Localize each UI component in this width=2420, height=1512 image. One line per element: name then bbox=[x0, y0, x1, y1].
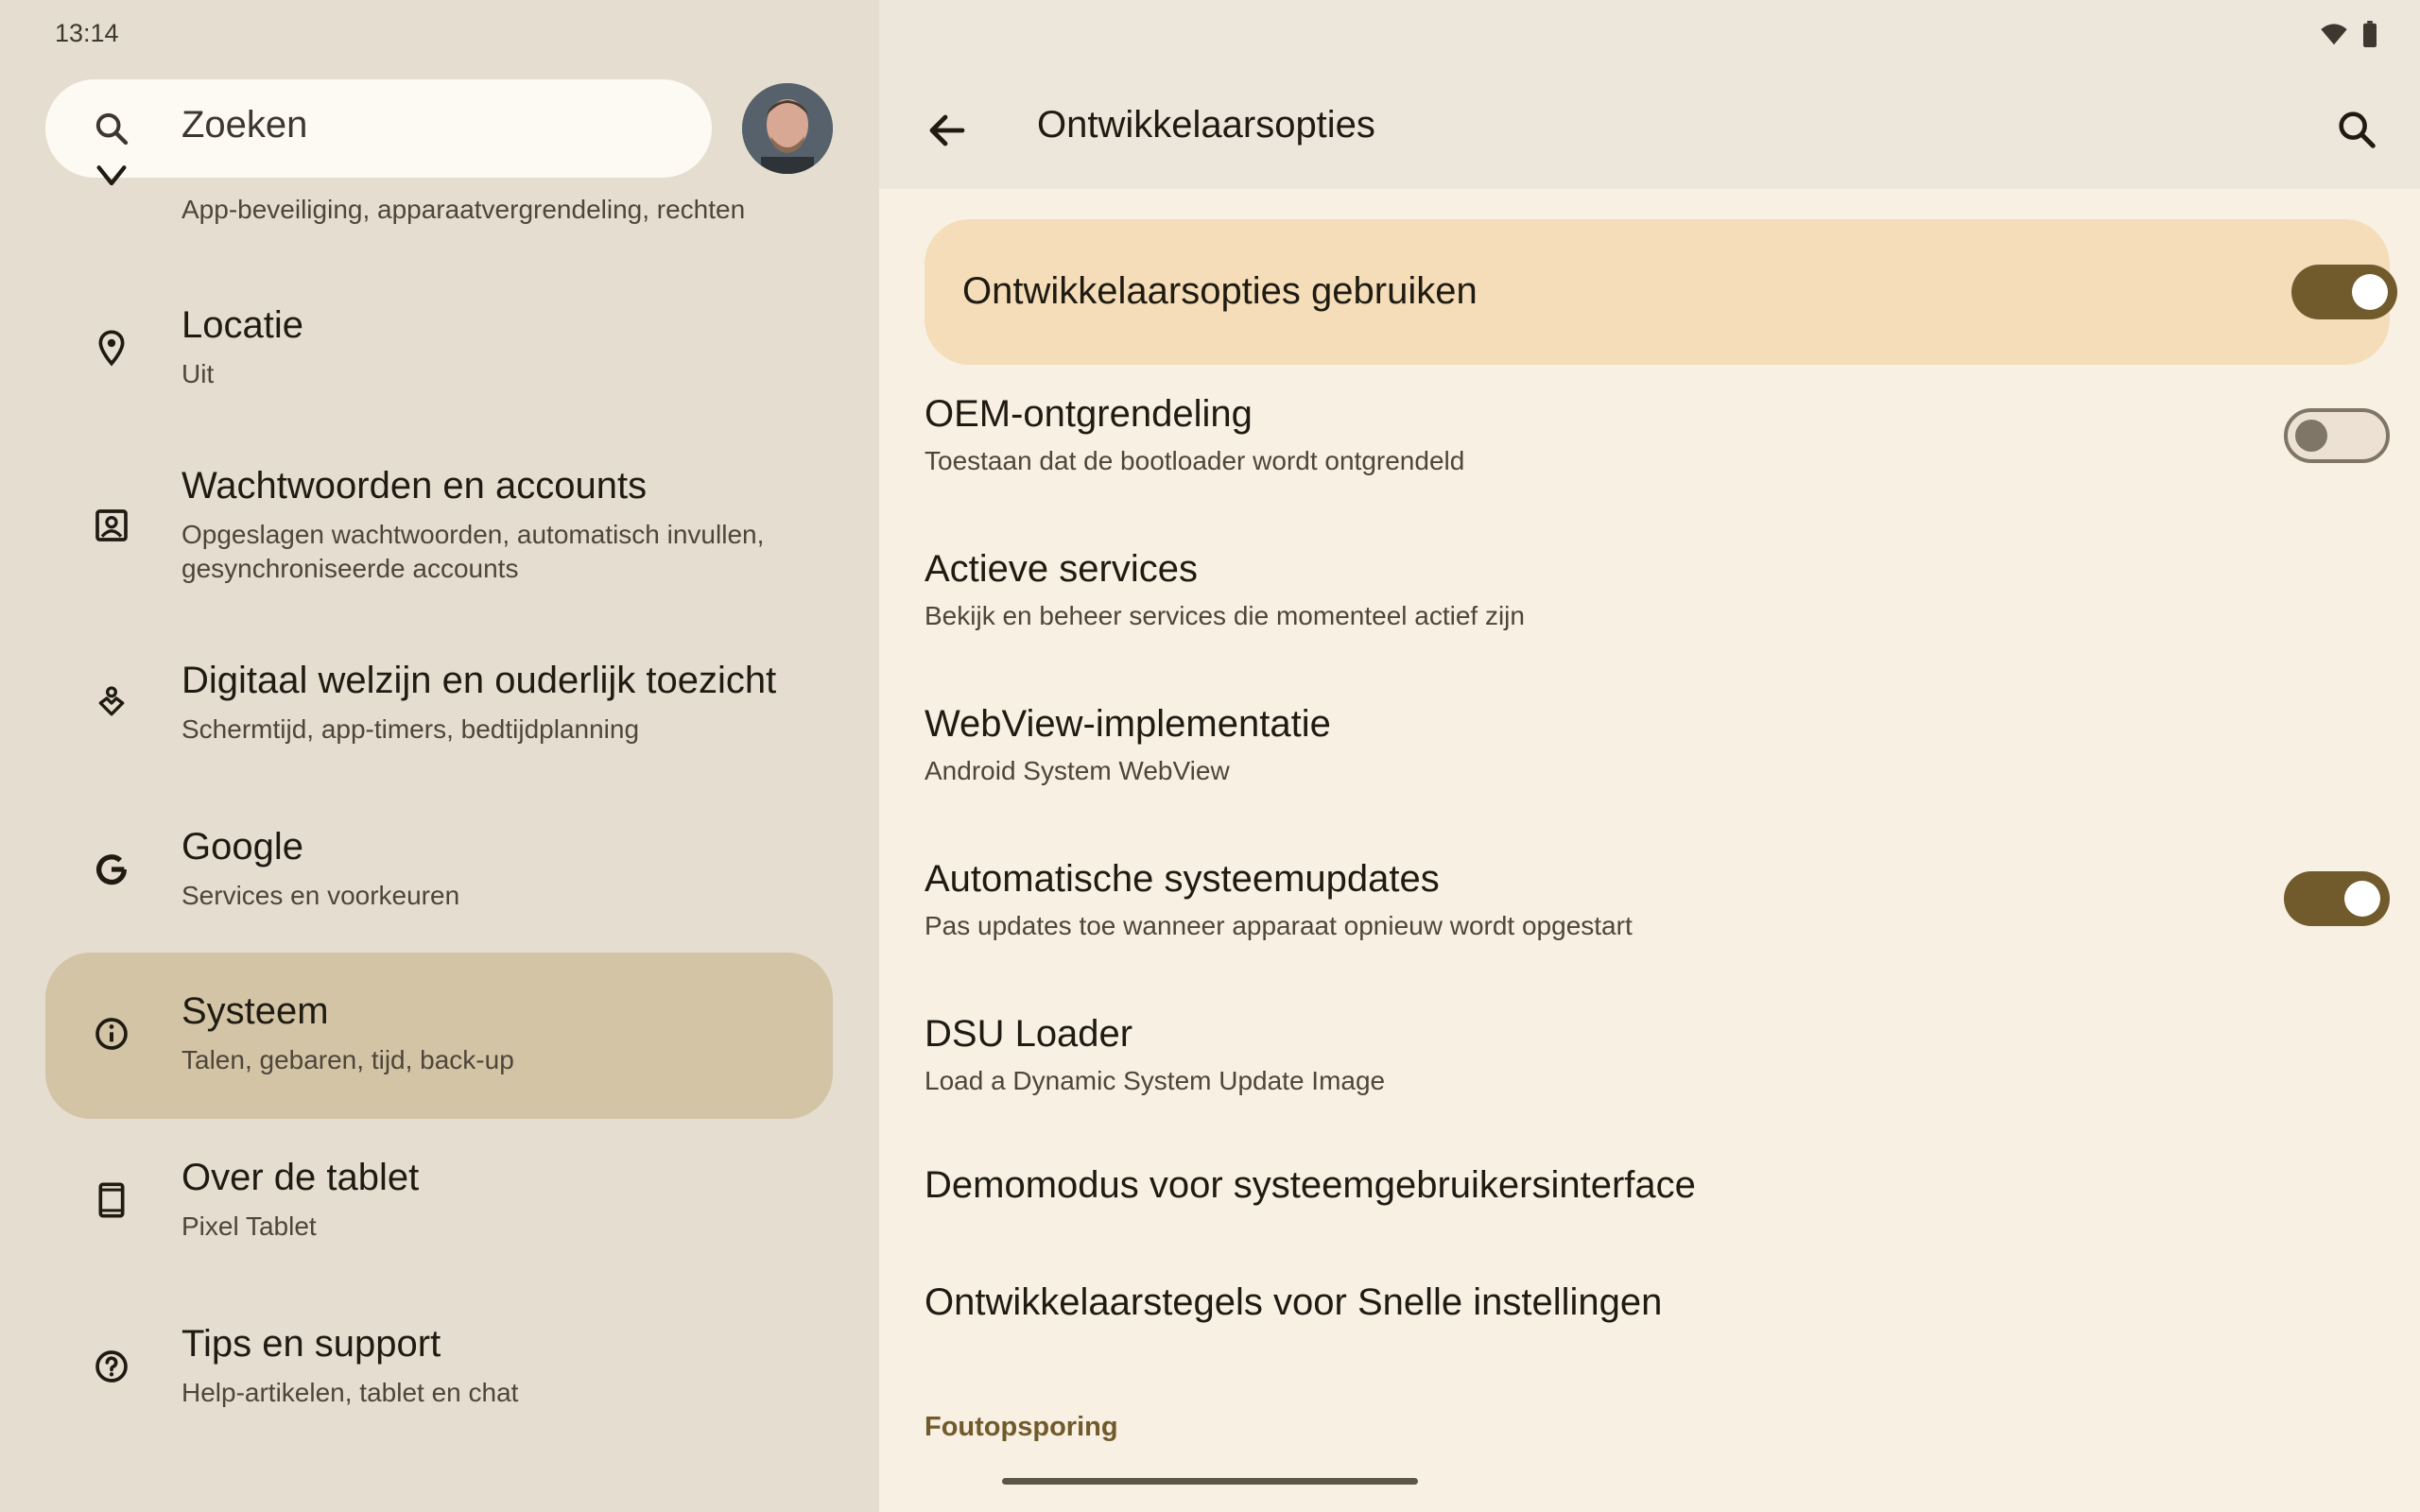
pref-oem-unlock[interactable] bbox=[925, 387, 2390, 491]
wellbeing-icon bbox=[93, 684, 130, 722]
master-toggle-row[interactable] bbox=[925, 219, 2390, 365]
settings-item-title: Google bbox=[182, 826, 303, 868]
pref-webview-impl[interactable] bbox=[925, 697, 2390, 801]
back-arrow-icon[interactable] bbox=[925, 108, 970, 153]
pref-title: Demomodus voor systeemgebruikersinterface bbox=[925, 1164, 1696, 1206]
settings-item-system[interactable] bbox=[45, 953, 833, 1119]
master-toggle-switch[interactable] bbox=[2291, 265, 2397, 319]
top-app-bar bbox=[879, 0, 2420, 189]
wifi-icon bbox=[2320, 22, 2348, 46]
pref-subtitle: Load a Dynamic System Update Image bbox=[925, 1066, 1386, 1095]
pref-title: Actieve services bbox=[925, 548, 1198, 590]
pref-subtitle: Toestaan dat de bootloader wordt ontgrendeld bbox=[925, 446, 1465, 475]
settings-item-subtitle: Talen, gebaren, tijd, back-up bbox=[182, 1045, 514, 1074]
account-box-icon bbox=[93, 507, 130, 544]
search-icon bbox=[93, 110, 130, 147]
settings-item-title: Locatie bbox=[182, 304, 303, 346]
security-icon bbox=[93, 164, 130, 193]
settings-item-google[interactable] bbox=[45, 815, 833, 928]
settings-item-subtitle: Pixel Tablet bbox=[182, 1211, 317, 1241]
search-icon[interactable] bbox=[2335, 108, 2378, 151]
pref-title: OEM-ontgrendeling bbox=[925, 393, 1253, 435]
pref-subtitle: Bekijk en beheer services die momenteel actief zijn bbox=[925, 601, 1525, 630]
search-bar[interactable] bbox=[45, 79, 712, 178]
oem-unlock-switch[interactable] bbox=[2284, 408, 2390, 463]
settings-item-subtitle: Services en voorkeuren bbox=[182, 881, 460, 910]
gesture-nav-handle[interactable] bbox=[1002, 1478, 1418, 1485]
pref-title: WebView-implementatie bbox=[925, 703, 1331, 745]
pref-demo-mode[interactable] bbox=[925, 1162, 2390, 1228]
settings-item-security[interactable] bbox=[45, 180, 833, 246]
pref-auto-system-updates[interactable] bbox=[925, 852, 2390, 956]
pref-subtitle: Android System WebView bbox=[925, 756, 1230, 785]
settings-item-title: Wachtwoorden en accounts bbox=[182, 465, 648, 507]
settings-item-subtitle: Opgeslagen wachtwoorden, automatisch invullen, gesynchroniseerde accounts bbox=[182, 520, 765, 583]
settings-item-subtitle: Uit bbox=[182, 359, 215, 388]
pref-dsu-loader[interactable] bbox=[925, 1007, 2390, 1111]
avatar[interactable] bbox=[742, 83, 833, 174]
pref-running-services[interactable] bbox=[925, 542, 2390, 646]
settings-item-location[interactable] bbox=[45, 293, 833, 406]
settings-item-subtitle: App-beveiliging, apparaatvergrendeling, rechten bbox=[182, 195, 746, 224]
battery-icon bbox=[2361, 21, 2378, 47]
pref-quick-settings-tiles[interactable] bbox=[925, 1280, 2390, 1346]
settings-nav-pane bbox=[0, 0, 879, 1512]
status-icons bbox=[2320, 21, 2378, 47]
help-icon bbox=[93, 1348, 130, 1385]
location-icon bbox=[93, 329, 130, 367]
pref-title: Ontwikkelaarstegels voor Snelle instellingen bbox=[925, 1281, 1663, 1323]
info-icon bbox=[93, 1015, 130, 1053]
settings-item-subtitle: Help-artikelen, tablet en chat bbox=[182, 1378, 519, 1407]
pref-title: DSU Loader bbox=[925, 1013, 1133, 1055]
settings-item-title: Systeem bbox=[182, 990, 329, 1032]
settings-item-title: Digitaal welzijn en ouderlijk toezicht bbox=[182, 660, 777, 701]
settings-item-title: Tips en support bbox=[182, 1323, 441, 1365]
google-icon bbox=[93, 850, 130, 888]
settings-item-title: Over de tablet bbox=[182, 1157, 420, 1198]
developer-options-pane bbox=[879, 0, 2420, 1512]
page-title: Ontwikkelaarsopties bbox=[1037, 104, 1375, 146]
search-placeholder: Zoeken bbox=[182, 104, 308, 146]
switch-knob bbox=[2352, 274, 2388, 310]
master-toggle-label: Ontwikkelaarsopties gebruiken bbox=[962, 270, 1478, 312]
settings-item-tips-support[interactable] bbox=[45, 1312, 833, 1425]
auto-updates-switch[interactable] bbox=[2284, 871, 2390, 926]
settings-item-passwords[interactable] bbox=[45, 454, 833, 595]
settings-item-wellbeing[interactable] bbox=[45, 648, 833, 762]
switch-knob bbox=[2344, 881, 2380, 917]
status-time: 13:14 bbox=[55, 19, 119, 47]
pref-subtitle: Pas updates toe wanneer apparaat opnieuw wordt opgestart bbox=[925, 911, 1633, 940]
settings-item-about-tablet[interactable] bbox=[45, 1145, 833, 1259]
tablet-icon bbox=[93, 1181, 130, 1219]
switch-knob bbox=[2295, 420, 2327, 452]
pref-title: Automatische systeemupdates bbox=[925, 858, 1440, 900]
section-header-debugging: Foutopsporing bbox=[925, 1412, 1118, 1442]
settings-item-subtitle: Schermtijd, app-timers, bedtijdplanning bbox=[182, 714, 640, 744]
